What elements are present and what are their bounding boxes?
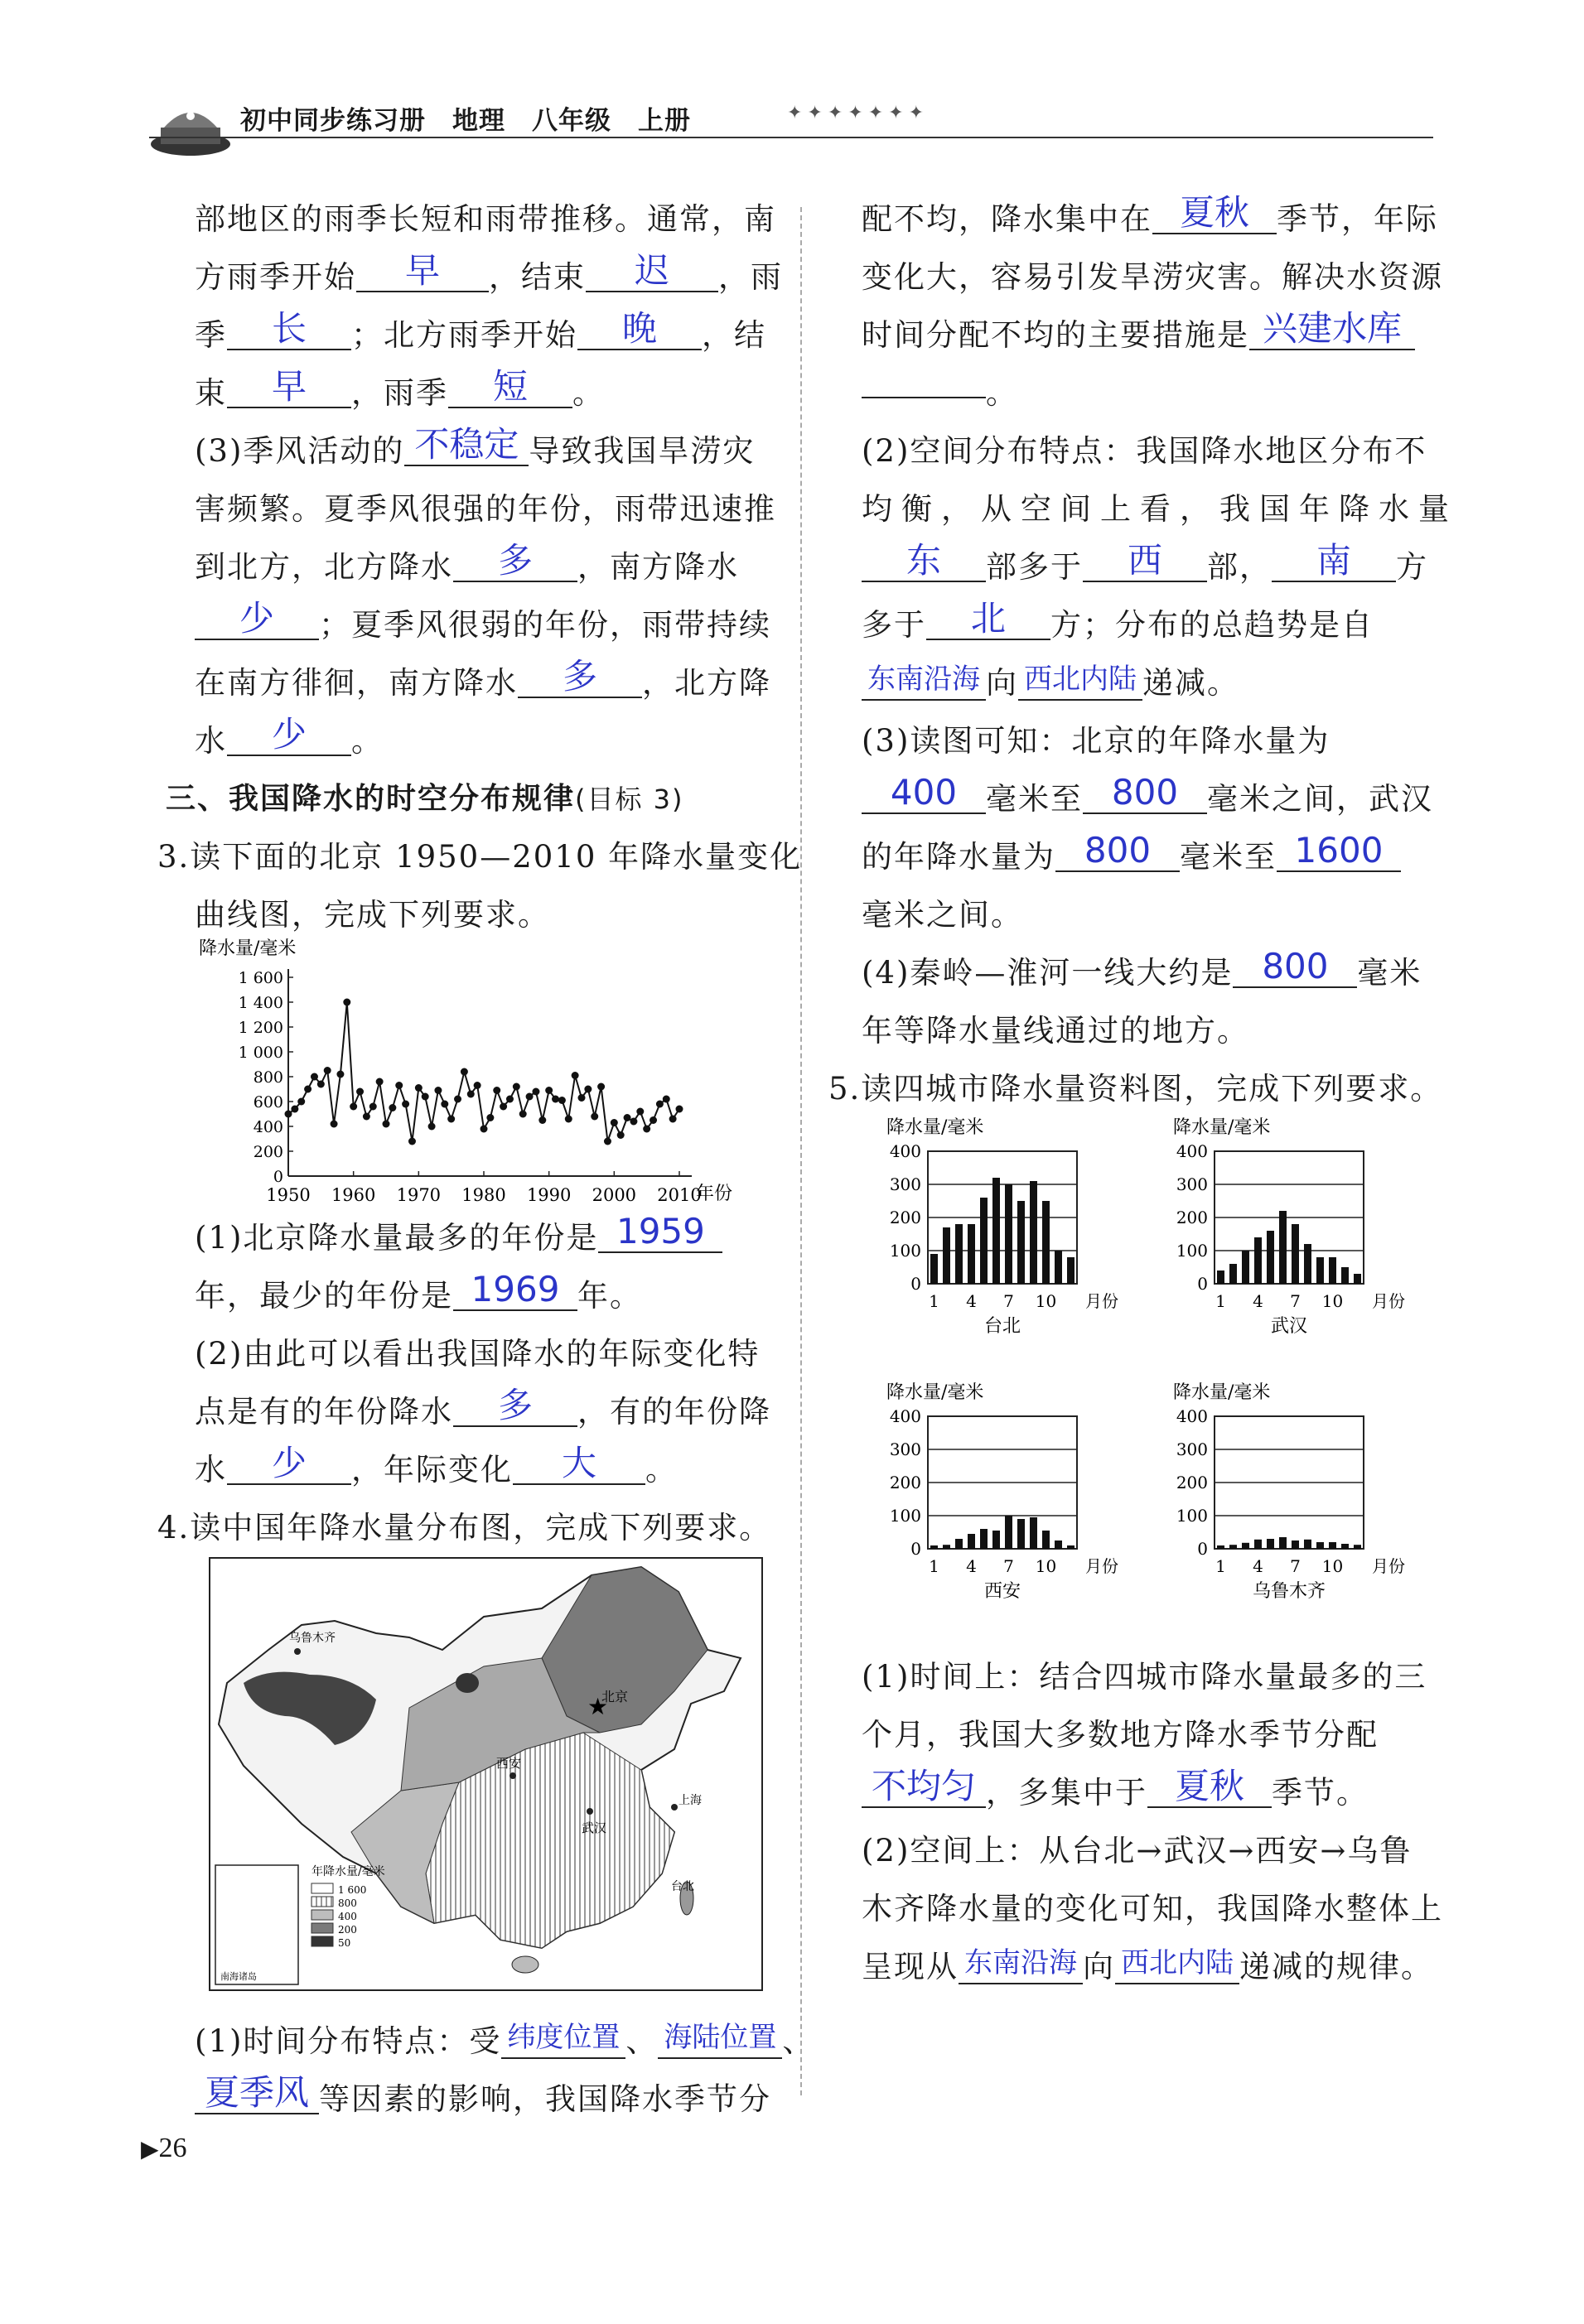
- bar-7: [1005, 1516, 1012, 1549]
- answer-blank: 北: [926, 599, 1050, 640]
- para-line: 年，最少的年份是 1969 年。: [195, 1269, 642, 1314]
- x-tick-label: 1950: [266, 1185, 311, 1205]
- bar-6: [992, 1178, 1000, 1284]
- data-point: [558, 1097, 566, 1104]
- x-tick-label: 1960: [331, 1185, 376, 1205]
- answer-blank: 晚: [577, 309, 702, 350]
- data-point: [376, 1078, 384, 1086]
- answer-blank: 多: [453, 1386, 577, 1427]
- answer-blank: 早: [227, 367, 351, 408]
- data-point: [636, 1108, 644, 1116]
- y-tick-label: 1 000: [238, 1044, 283, 1062]
- bar-1: [930, 1254, 938, 1284]
- x-tick-label: 1980: [461, 1185, 506, 1205]
- answer-blank: 不均匀: [862, 1767, 986, 1808]
- data-point: [428, 1123, 436, 1131]
- city-label: 上海: [679, 1794, 702, 1807]
- y-axis-label: 降水量/毫米: [886, 1117, 984, 1138]
- urumqi-bar-chart: [1157, 1375, 1438, 1623]
- bar-3: [955, 1539, 963, 1549]
- data-point: [643, 1126, 650, 1133]
- answer-blank: 海陆位置: [658, 2018, 782, 2059]
- bar-11: [1055, 1540, 1062, 1549]
- data-point: [311, 1073, 318, 1081]
- x-tick-label: 7: [1290, 1556, 1301, 1576]
- bar-1: [1217, 1545, 1224, 1549]
- para-line: 时间分配不均的主要措施是 兴建水库: [862, 306, 1415, 364]
- data-point: [467, 1091, 475, 1098]
- y-tick-label: 1 200: [238, 1019, 283, 1037]
- x-tick-label: 1: [929, 1291, 939, 1311]
- para-line: (3)读图可知：北京的年降水量为: [862, 723, 1330, 759]
- x-tick-label: 7: [1290, 1291, 1301, 1311]
- data-point: [624, 1114, 631, 1121]
- bar-5: [1267, 1539, 1274, 1549]
- para-line: 呈现从 东南沿海 向 西北内陆 递减的规律。: [862, 1938, 1433, 1996]
- x-axis-label: 月份: [1372, 1556, 1405, 1576]
- answer-blank: 1969: [453, 1270, 577, 1311]
- data-point: [350, 1103, 357, 1111]
- bar-12: [1354, 1545, 1361, 1549]
- data-point: [481, 1126, 488, 1133]
- question-title: 3.读下面的北京 1950—2010 年降水量变化: [157, 839, 803, 875]
- data-point: [317, 1081, 325, 1088]
- y-tick-label: 400: [1176, 1406, 1208, 1426]
- bar-12: [1354, 1274, 1361, 1284]
- svg-text:200: 200: [338, 1924, 357, 1936]
- y-tick-label: 1 400: [238, 994, 283, 1012]
- x-axis-label: 月份: [1372, 1291, 1405, 1311]
- answer-blank: [862, 397, 986, 398]
- para-line: 到北方，北方降水 多 ，南方降水: [195, 540, 739, 585]
- x-tick-label: 1970: [396, 1185, 442, 1205]
- answer-blank: 短: [448, 367, 572, 408]
- data-point: [447, 1116, 455, 1123]
- x-axis-label: 月份: [1085, 1291, 1118, 1311]
- x-tick-label: 10: [1035, 1556, 1057, 1576]
- wuhan-bar-chart: [1157, 1110, 1438, 1358]
- bar-1: [1217, 1270, 1224, 1284]
- china-precip-map: [209, 1557, 763, 1991]
- answer-blank: 纬度位置: [501, 2018, 625, 2059]
- data-point: [526, 1093, 534, 1101]
- south-sea-inset: [215, 1865, 298, 1984]
- answer-blank: 800: [1055, 831, 1180, 872]
- data-point: [519, 1111, 527, 1118]
- svg-text:1 600: 1 600: [338, 1884, 367, 1896]
- bar-11: [1055, 1251, 1062, 1284]
- y-tick-label: 300: [889, 1439, 921, 1459]
- bar-8: [1017, 1201, 1025, 1284]
- para-line: 少 ；夏季风很弱的年份，雨带持续: [195, 596, 771, 654]
- para-line: (2)空间上：从台北→武汉→西安→乌鲁: [862, 1833, 1413, 1868]
- x-tick-label: 4: [966, 1291, 977, 1311]
- bar-11: [1341, 1544, 1349, 1549]
- data-point: [578, 1094, 586, 1102]
- y-tick-label: 100: [1176, 1241, 1208, 1261]
- data-point: [336, 1071, 344, 1078]
- header-stars: ✦✦✦✦✦✦✦: [787, 103, 930, 123]
- para-line: 不均匀 ，多集中于 夏秋 季节。: [862, 1764, 1369, 1822]
- svg-text:800: 800: [338, 1897, 357, 1909]
- data-point: [297, 1098, 305, 1106]
- data-point: [532, 1088, 539, 1096]
- city-label: 台北: [671, 1880, 694, 1893]
- para-line: 东 部多于 西 部， 南 方: [862, 538, 1428, 596]
- bar-1: [930, 1545, 938, 1549]
- data-point: [415, 1084, 423, 1092]
- bar-6: [1279, 1537, 1287, 1549]
- x-tick-label: 1: [929, 1556, 939, 1576]
- data-point: [611, 1119, 618, 1126]
- para-line: 木齐降水量的变化可知，我国降水整体上: [862, 1891, 1443, 1926]
- answer-blank: 800: [1083, 773, 1207, 814]
- para-line: (1)时间分布特点：受 纬度位置 、 海陆位置 、: [195, 2013, 814, 2071]
- x-axis-label: 月份: [1085, 1556, 1118, 1576]
- data-point: [538, 1116, 546, 1124]
- data-point: [500, 1103, 507, 1111]
- answer-blank: 迟: [586, 251, 718, 292]
- bar-4: [968, 1224, 975, 1284]
- para-line: 变化大，容易引发旱涝灾害。解决水资源: [862, 259, 1443, 295]
- data-point: [572, 1072, 579, 1079]
- y-tick-label: 200: [889, 1473, 921, 1492]
- y-tick-label: 400: [889, 1406, 921, 1426]
- data-point: [454, 1096, 461, 1103]
- data-point: [552, 1096, 559, 1103]
- question-title: 曲线图，完成下列要求。: [195, 897, 550, 933]
- y-tick-label: 100: [1176, 1506, 1208, 1526]
- series-line: [288, 1002, 679, 1141]
- para-line: 夏季风 等因素的影响，我国降水季节分: [195, 2071, 771, 2129]
- bar-10: [1042, 1531, 1050, 1549]
- data-point: [343, 999, 350, 1006]
- data-point: [630, 1118, 637, 1126]
- chart-title: 西安: [983, 1581, 1021, 1602]
- answer-blank: 夏季风: [195, 2073, 319, 2114]
- data-point: [422, 1093, 429, 1101]
- data-point: [395, 1082, 403, 1089]
- bar-7: [1292, 1224, 1299, 1284]
- para-line: 点是有的年份降水 多 ，有的年份降: [195, 1385, 771, 1430]
- svg-text:★: ★: [587, 1693, 609, 1720]
- data-point: [493, 1087, 500, 1094]
- y-tick-label: 0: [1197, 1274, 1208, 1294]
- beijing-precip-line-chart: [199, 936, 779, 1209]
- answer-blank: 不稳定: [404, 425, 529, 466]
- para-line: 多于 北 方；分布的总趋势是自: [862, 598, 1374, 643]
- data-point: [650, 1116, 657, 1124]
- data-point: [389, 1104, 396, 1111]
- answer-blank: 西北内陆: [1018, 659, 1142, 701]
- data-point: [285, 1111, 292, 1118]
- para-line: (4)秦岭—淮河一线大约是 800 毫米: [862, 946, 1422, 991]
- svg-text:400: 400: [338, 1911, 357, 1922]
- bar-9: [1030, 1517, 1037, 1549]
- para-line: 配不均，降水集中在 夏秋 季节，年际: [862, 192, 1438, 237]
- y-tick-label: 800: [253, 1068, 283, 1087]
- data-point: [408, 1138, 416, 1145]
- data-point: [663, 1096, 670, 1103]
- para-line: 东南沿海 向 西北内陆 递减。: [862, 654, 1239, 712]
- y-tick-label: 300: [1176, 1439, 1208, 1459]
- answer-blank: 夏秋: [1152, 193, 1277, 234]
- bar-11: [1341, 1267, 1349, 1284]
- city-label: 乌鲁木齐: [289, 1632, 336, 1645]
- x-tick-label: 10: [1321, 1291, 1344, 1311]
- y-tick-label: 200: [1176, 1208, 1208, 1227]
- bar-9: [1030, 1181, 1037, 1284]
- y-tick-label: 400: [889, 1141, 921, 1161]
- y-tick-label: 0: [273, 1168, 283, 1186]
- data-point: [291, 1106, 298, 1113]
- x-tick-label: 4: [1253, 1556, 1263, 1576]
- answer-blank: 南: [1272, 541, 1396, 582]
- answer-blank: 东南沿海: [862, 659, 986, 701]
- data-point: [656, 1101, 664, 1108]
- para-line: (2)空间分布特点：我国降水地区分布不: [862, 433, 1427, 469]
- header-logo: [149, 98, 232, 161]
- data-point: [486, 1114, 494, 1121]
- column-divider: [800, 207, 802, 2095]
- bar-9: [1316, 1542, 1324, 1549]
- answer-blank: 东南沿海: [959, 1943, 1083, 1984]
- para-line: (1)时间上：结合四城市降水量最多的三: [862, 1659, 1427, 1695]
- svg-text:南海诸岛: 南海诸岛: [220, 1971, 257, 1982]
- x-tick-label: 10: [1321, 1556, 1344, 1576]
- y-tick-label: 1 600: [238, 969, 283, 987]
- x-tick-label: 1: [1215, 1556, 1226, 1576]
- data-point: [676, 1106, 683, 1113]
- answer-blank: 多: [453, 541, 577, 582]
- answer-blank: 大: [513, 1444, 645, 1485]
- data-point: [434, 1087, 442, 1094]
- data-point: [617, 1131, 625, 1139]
- y-tick-label: 0: [1197, 1539, 1208, 1559]
- x-tick-label: 2000: [592, 1185, 637, 1205]
- arid-spot: [456, 1673, 479, 1693]
- para-line: 400 毫米至 800 毫米之间，武汉: [862, 770, 1433, 828]
- y-tick-label: 200: [253, 1143, 283, 1161]
- para-line: (3)季风活动的 不稳定 导致我国旱涝灾: [195, 424, 756, 469]
- para-line: 年等降水量线通过的地方。: [862, 1013, 1249, 1049]
- bar-5: [1267, 1231, 1274, 1284]
- y-tick-label: 200: [889, 1208, 921, 1227]
- data-point: [591, 1113, 598, 1121]
- data-point: [461, 1068, 468, 1076]
- bar-7: [1005, 1184, 1012, 1284]
- x-tick-label: 2010: [657, 1185, 702, 1205]
- svg-text:50: 50: [338, 1937, 351, 1949]
- page-number: ▶26: [141, 2133, 187, 2163]
- data-point: [584, 1086, 592, 1093]
- data-point: [331, 1121, 338, 1128]
- y-axis-label: 降水量/毫米: [199, 938, 297, 959]
- y-tick-label: 400: [253, 1118, 283, 1136]
- chart-title: 武汉: [1270, 1316, 1308, 1337]
- bar-3: [955, 1224, 963, 1284]
- legend-title: 年降水量/毫米: [311, 1865, 385, 1878]
- hainan-island: [512, 1956, 538, 1973]
- x-tick-label: 4: [1253, 1291, 1263, 1311]
- city-label: 北京: [601, 1689, 629, 1704]
- data-point: [513, 1083, 520, 1091]
- bar-12: [1067, 1545, 1075, 1549]
- answer-blank: 东: [862, 541, 986, 582]
- city-label: 西安: [496, 1756, 522, 1771]
- bar-8: [1304, 1540, 1311, 1549]
- bar-2: [943, 1545, 950, 1549]
- bar-8: [1017, 1519, 1025, 1549]
- answer-blank: 少: [227, 715, 351, 756]
- answer-blank: 1959: [598, 1212, 722, 1253]
- header-rule: [149, 137, 1433, 138]
- answer-blank: 少: [227, 1444, 351, 1485]
- para-line: 。: [862, 364, 1018, 422]
- para-line: 水 少 ，年际变化 大 。: [195, 1443, 678, 1487]
- data-point: [669, 1116, 677, 1123]
- para-line: (1)北京降水量最多的年份是 1959: [195, 1209, 722, 1267]
- bar-8: [1304, 1244, 1311, 1284]
- y-tick-label: 200: [1176, 1473, 1208, 1492]
- chart-title: 乌鲁木齐: [1252, 1581, 1326, 1602]
- y-tick-label: 100: [889, 1506, 921, 1526]
- y-tick-label: 300: [889, 1174, 921, 1194]
- data-point: [304, 1086, 311, 1093]
- para-line: 害频繁。夏季风很强的年份，雨带迅速推: [195, 491, 776, 527]
- y-tick-label: 300: [1176, 1174, 1208, 1194]
- x-tick-label: 7: [1003, 1556, 1014, 1576]
- bar-7: [1292, 1540, 1299, 1549]
- data-point: [474, 1082, 481, 1089]
- answer-blank: 西北内陆: [1115, 1943, 1239, 1984]
- data-point: [356, 1088, 364, 1096]
- answer-blank: 多: [518, 657, 642, 698]
- bar-6: [992, 1531, 1000, 1549]
- x-tick-label: 1: [1215, 1291, 1226, 1311]
- answer-blank: 夏秋: [1147, 1767, 1272, 1808]
- bar-10: [1329, 1542, 1336, 1549]
- para-line: 方雨季开始 早 ，结束 迟 ，雨: [195, 250, 783, 295]
- section-title: 三、我国降水的时空分布规律(目标 3): [166, 782, 684, 816]
- para-line: 部地区的雨季长短和雨带推移。通常，南: [195, 201, 776, 237]
- question-title: 5.读四城市降水量资料图，完成下列要求。: [828, 1071, 1443, 1107]
- answer-blank: 长: [227, 309, 351, 350]
- answer-blank: 800: [1233, 947, 1357, 988]
- y-tick-label: 600: [253, 1093, 283, 1111]
- para-line: 均衡，从空间上看，我国年降水量: [862, 491, 1458, 527]
- data-point: [565, 1116, 572, 1123]
- bar-4: [1254, 1540, 1262, 1549]
- x-axis-label: 年份: [696, 1184, 733, 1204]
- x-tick-label: 1990: [526, 1185, 572, 1205]
- taipei-bar-chart: [870, 1110, 1152, 1358]
- bar-9: [1316, 1257, 1324, 1284]
- para-line: 毫米之间。: [862, 897, 1023, 933]
- data-point: [506, 1096, 514, 1103]
- y-axis-label: 降水量/毫米: [886, 1382, 984, 1403]
- answer-blank: 早: [356, 251, 489, 292]
- para-line: 个月，我国大多数地方降水季节分配: [862, 1717, 1379, 1753]
- para-line: 水 少 。: [195, 714, 384, 759]
- bar-2: [1229, 1264, 1237, 1284]
- data-point: [441, 1101, 448, 1108]
- bar-10: [1329, 1257, 1336, 1284]
- city-label: 武汉: [582, 1820, 607, 1835]
- answer-blank: 少: [195, 599, 319, 640]
- data-point: [402, 1101, 409, 1108]
- data-point: [363, 1113, 370, 1121]
- x-tick-label: 4: [966, 1556, 977, 1576]
- bar-5: [980, 1529, 988, 1549]
- y-tick-label: 0: [910, 1539, 921, 1559]
- bar-3: [1242, 1251, 1249, 1284]
- header-title: 初中同步练习册 地理 八年级 上册: [240, 106, 691, 136]
- xian-bar-chart: [870, 1375, 1152, 1623]
- bar-5: [980, 1198, 988, 1284]
- bar-10: [1042, 1201, 1050, 1284]
- para-line: 季 长 ；北方雨季开始 晚 ，结: [195, 308, 766, 353]
- y-tick-label: 100: [889, 1241, 921, 1261]
- y-tick-label: 400: [1176, 1141, 1208, 1161]
- para-line: (2)由此可以看出我国降水的年际变化特: [195, 1336, 761, 1372]
- para-line: 束 早 ，雨季 短 。: [195, 366, 605, 411]
- data-point: [383, 1121, 390, 1128]
- answer-blank: 兴建水库: [1249, 309, 1415, 350]
- y-tick-label: 0: [910, 1274, 921, 1294]
- answer-blank: 400: [862, 773, 986, 814]
- bar-2: [1229, 1545, 1237, 1549]
- x-tick-label: 10: [1035, 1291, 1057, 1311]
- chart-title: 台北: [983, 1316, 1021, 1337]
- bar-4: [1254, 1237, 1262, 1284]
- data-point: [369, 1103, 377, 1111]
- answer-blank: 1600: [1277, 831, 1401, 872]
- y-axis-label: 降水量/毫米: [1173, 1117, 1271, 1138]
- x-tick-label: 7: [1003, 1291, 1014, 1311]
- bar-2: [943, 1227, 950, 1284]
- data-point: [545, 1087, 553, 1094]
- bar-4: [968, 1534, 975, 1549]
- para-line: 的年降水量为 800 毫米至 1600: [862, 828, 1401, 886]
- data-point: [597, 1083, 605, 1091]
- bar-12: [1067, 1257, 1075, 1284]
- question-title: 4.读中国年降水量分布图，完成下列要求。: [157, 1510, 772, 1545]
- y-axis-label: 降水量/毫米: [1173, 1382, 1271, 1403]
- bar-3: [1242, 1543, 1249, 1549]
- data-point: [604, 1138, 611, 1145]
- data-point: [324, 1067, 331, 1074]
- para-line: 在南方徘徊，南方降水 多 ，北方降: [195, 656, 771, 701]
- answer-blank: 西: [1083, 541, 1207, 582]
- bar-6: [1279, 1211, 1287, 1284]
